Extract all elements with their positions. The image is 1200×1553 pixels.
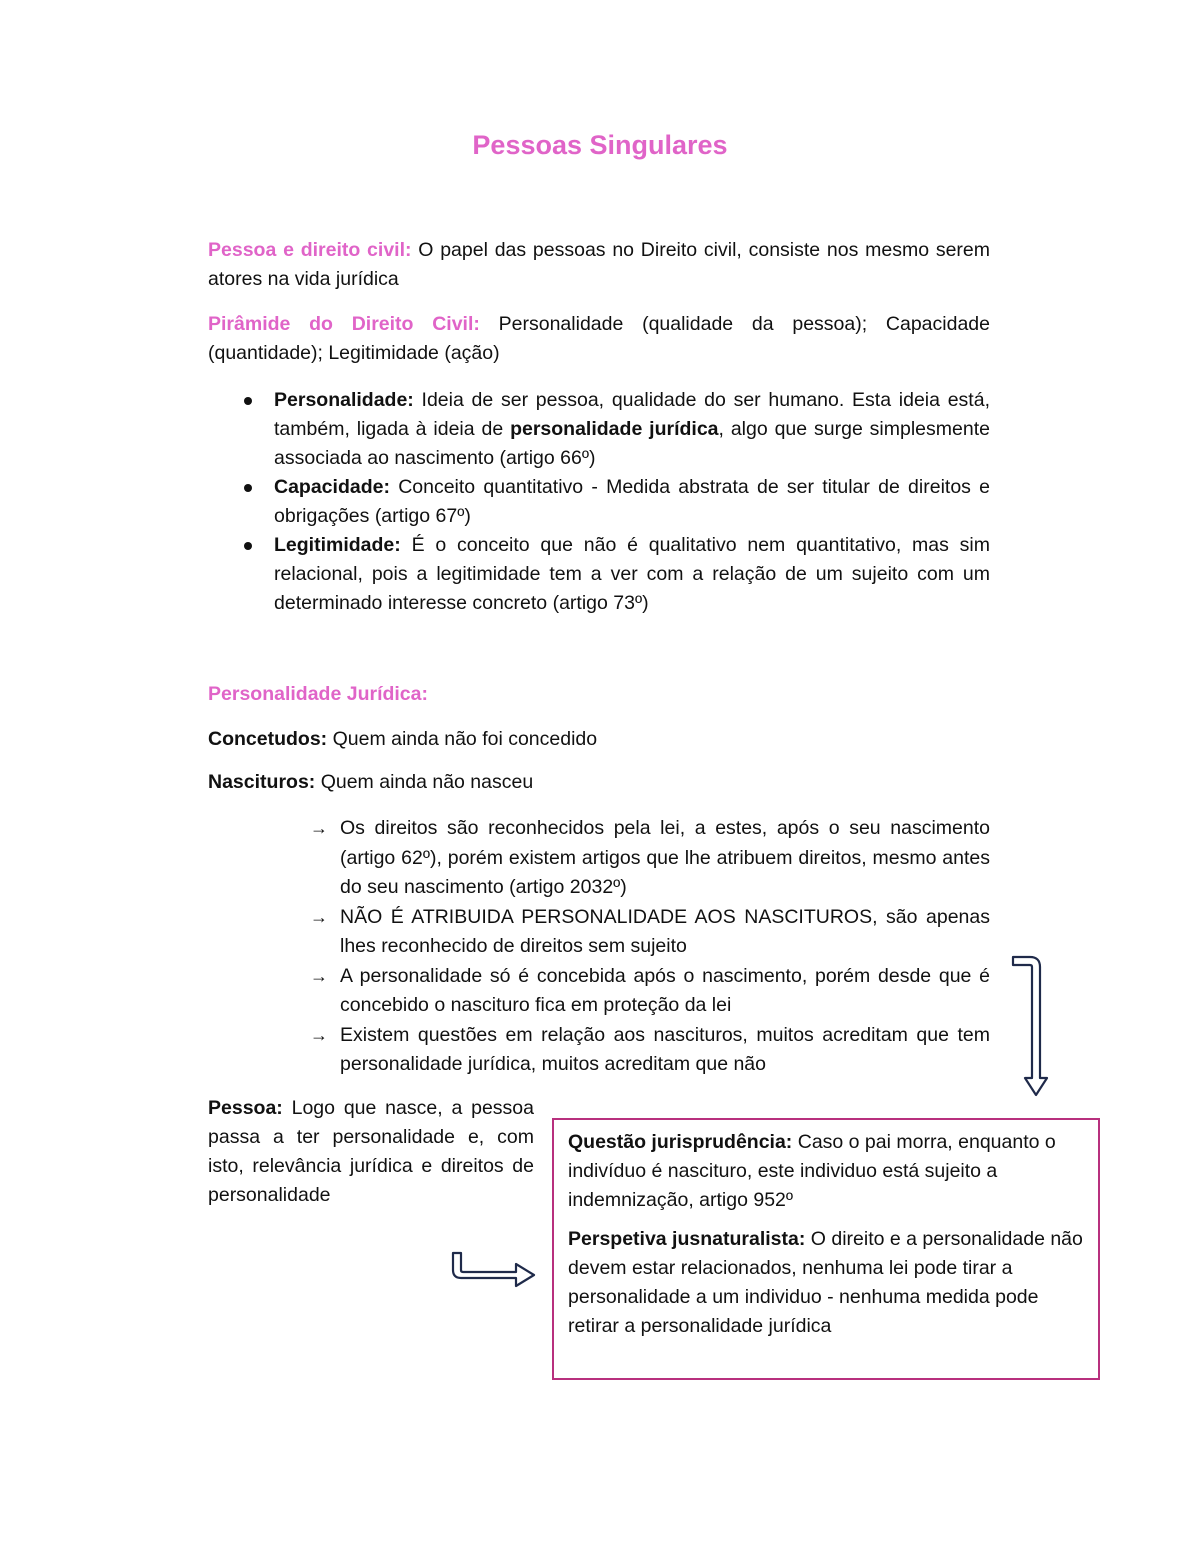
right-arrow-icon: → xyxy=(310,965,328,986)
arrow-item-text: Os direitos são reconhecidos pela lei, a estes, após o seu nascimento (artigo 62º), porém existem artigos que lhe atribuem direitos, mesmo antes do seu nascimento (artigo 2032º) xyxy=(340,817,990,898)
bent-down-arrow-icon xyxy=(1010,952,1050,1102)
arrow-item-text: NÃO É ATRIBUIDA PERSONALIDADE AOS NASCITUROS, são apenas lhes reconhecido de direitos sem sujeito xyxy=(340,905,990,957)
text-pessoa-direito-civil: O papel das pessoas no Direito civil, consiste nos mesmo serem atores na vida jurídica xyxy=(208,239,991,290)
bullet-text: Conceito quantitativo - Medida abstrata de ser titular de direitos e obrigações (artigo 67º) xyxy=(274,476,990,527)
note-box xyxy=(552,1118,1100,1380)
label-pessoa-direito-civil: Pessoa e direito civil: xyxy=(208,239,412,261)
right-arrow-icon: → xyxy=(310,818,328,838)
paragraph-nascituros xyxy=(208,768,990,797)
label-nascituros: Nascituros: xyxy=(208,771,316,793)
label-pessoa: Pessoa: xyxy=(208,1097,283,1119)
arrow-list-item xyxy=(308,814,990,903)
bullet-item-personalidade xyxy=(208,386,990,473)
arrow-list xyxy=(308,814,990,1080)
bullet-text: É o conceito que não é qualitativo nem quantitativo, mas sim relacional, pois a legitimidade tem a ver com a relação de um sujeito com um determinado interesse concreto (artigo 73º) xyxy=(274,534,990,614)
bullet-item-legitimidade xyxy=(208,531,990,618)
paragraph-pessoa-direito-civil xyxy=(208,236,990,294)
text-piramide: Personalidade (qualidade da pessoa); Capacidade (quantidade); Legitimidade (ação) xyxy=(208,313,990,364)
bullet-text-end: , algo que surge simplesmente associada ao nascimento (artigo 66º) xyxy=(274,418,990,469)
bullet-list xyxy=(208,386,990,618)
paragraph-piramide xyxy=(208,310,990,368)
arrow-list-item xyxy=(308,1021,990,1080)
paragraph-pessoa xyxy=(208,1094,534,1210)
bullet-label: Capacidade: xyxy=(274,476,390,498)
label-piramide: Pirâmide do Direito Civil: xyxy=(208,313,480,335)
bent-right-arrow-icon xyxy=(448,1250,538,1290)
right-arrow-icon: → xyxy=(310,906,328,927)
page-title: Pessoas Singulares xyxy=(472,130,728,160)
text-nascituros: Quem ainda não nasceu xyxy=(315,771,534,793)
box-text-perspetiva: O direito e a personalidade não devem estar relacionados, nenhuma lei pode tirar a personalidade a um individuo - nenhuma medida pode retirar a personalidade jurídica xyxy=(568,1228,1083,1337)
text-concetudos: Quem ainda não foi concedido xyxy=(327,728,598,750)
bullet-bold-term: personalidade jurídica xyxy=(510,418,719,440)
bullet-label: Personalidade: xyxy=(274,389,414,411)
bullet-label: Legitimidade: xyxy=(274,534,401,556)
box-label-perspetiva: Perspetiva jusnaturalista: xyxy=(568,1228,806,1250)
bullet-dot-icon xyxy=(244,397,252,405)
paragraph-concetudos xyxy=(208,725,990,754)
arrow-list-item xyxy=(308,903,990,962)
arrow-item-text: Existem questões em relação aos nascituros, muitos acreditam que tem personalidade jurídica, muitos acreditam que não xyxy=(340,1023,990,1075)
bullet-dot-icon xyxy=(244,542,252,550)
text-pessoa: Logo que nasce, a pessoa passa a ter personalidade e, com isto, relevância jurídica e direitos de personalidade xyxy=(208,1097,534,1206)
bullet-dot-icon xyxy=(244,484,252,492)
box-paragraph-perspetiva xyxy=(568,1225,1084,1341)
bullet-item-capacidade xyxy=(208,473,990,531)
box-text-questao: Caso o pai morra, enquanto o indivíduo é nascituro, este individuo está sujeito a indemnização, artigo 952º xyxy=(568,1131,1056,1211)
label-concetudos: Concetudos: xyxy=(208,728,328,750)
section-heading-text: Personalidade Jurídica: xyxy=(208,683,428,705)
arrow-list-item xyxy=(308,962,990,1021)
arrow-item-text: A personalidade só é concebida após o nascimento, porém desde que é concebido o nascituro fica em proteção da lei xyxy=(340,964,990,1016)
box-paragraph-questao xyxy=(568,1128,1084,1215)
right-arrow-icon: → xyxy=(310,1024,328,1045)
bullet-text: Ideia de ser pessoa, qualidade do ser humano. Esta ideia está, também, ligada à ideia de xyxy=(274,389,990,440)
box-label-questao: Questão jurisprudência: xyxy=(568,1131,793,1153)
section-heading xyxy=(208,680,990,709)
